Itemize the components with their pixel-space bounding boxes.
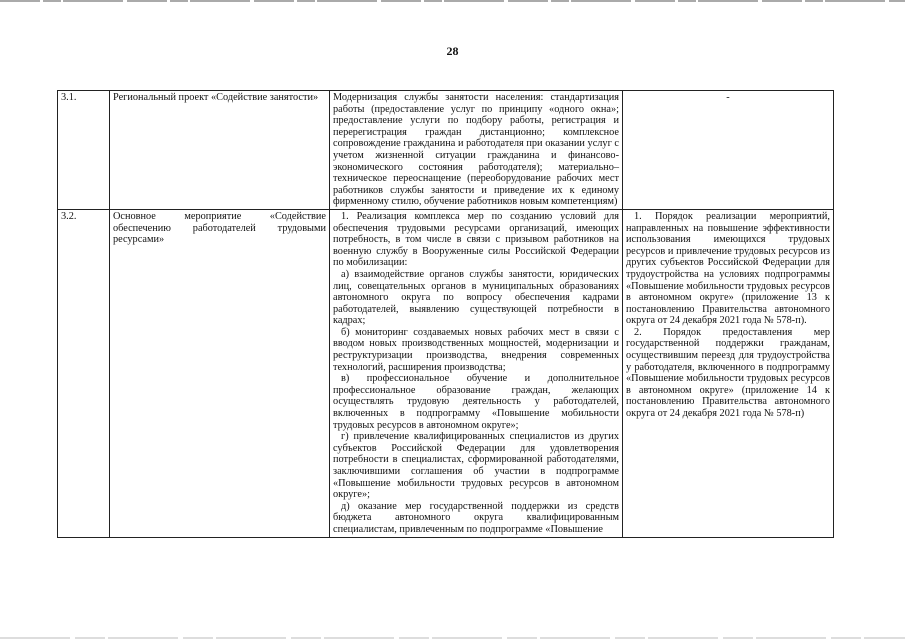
program-measures-table [57,90,834,538]
measure-name: Региональный проект «Содействие занятости» [110,91,330,210]
doc-paragraph: 1. Порядок реализации мероприятий, направленных на повышение эффективности использования имеющихся трудовых ресурсов и привлечение трудовых ресурсов из других субъектов Российской Федерации для трудоустройства на условиях подпрограммы «Повышение мобильности трудовых ресурсов в автономном округе» (приложение 13 к постановлению Правительства автономного округа от 24 декабря 2021 года № 578-п). [626,210,830,327]
normative-documents [623,209,834,537]
row-number: 3.1. [58,91,110,210]
measure-description: Модернизация службы занятости населения: стандартизация работы (предоставление услуг по принципу «одного окна»; предоставление услуги по подбору работы, регистрация и перерегистрация граждан дистанционно; комплексное сопровождение гражданина и работодателя при оказании услуг с учетом жизненной ситуации гражданина и финансово-экономического состояния работодателя); материально–техническое переоснащение (переоборудование рабочих мест работников службы занятости и приведение их к единому фирменному стилю, обучение работников новым компетенциям) [330,91,623,210]
desc-paragraph: д) оказание мер государственной поддержки из средств бюджета автономного округа квалифицированным специалистам, привлеченным по подпрограмме «Повышение [333,500,619,535]
desc-paragraph: г) привлечение квалифицированных специалистов из других субъектов Российской Федерации для удовлетворения потребности в специалистах, сформированной работодателями, заключившими соглашения об участии в подпрограмме «Повышение мобильности трудовых ресурсов в автономном округе»; [333,431,619,501]
desc-paragraph: б) мониторинг создаваемых новых рабочих мест в связи с вводом новых производственных мощностей, модернизации и реструктуризации производства, внедрения современных технологий, расширения производства; [333,326,619,373]
table-row [58,91,834,210]
desc-paragraph: а) взаимодействие органов службы занятости, юридических лиц, совещательных органов в муниципальных образованиях автономного округа по вопросу обеспечения кадрами работодателей, выявлению существующей потребности в кадрах; [333,268,619,327]
doc-paragraph: 2. Порядок предоставления мер государственной поддержки гражданам, осуществившим переезд для трудоустройства у работодателя, включенного в подпрограмму «Повышение мобильности трудовых ресурсов в автономном округе» (приложение 14 к постановлению Правительства автономного округа от 24 декабря 2021 года № 578-п) [626,326,830,420]
row-number: 3.2. [58,209,110,537]
measure-description [330,209,623,537]
scan-bottom-edge [0,635,905,640]
measure-name: Основное мероприятие «Содействие обеспечению работодателей трудовыми ресурсами» [110,209,330,537]
scan-top-edge [0,0,905,6]
normative-docs-empty: - [623,91,834,210]
desc-paragraph: в) профессиональное обучение и дополнительное профессиональное образование граждан, желающих осуществлять трудовую деятельность у работодателей, включенных в подпрограмму «Повышение мобильности трудовых ресурсов в автономном округе»; [333,373,619,431]
desc-paragraph: 1. Реализация комплекса мер по созданию условий для обеспечения трудовыми ресурсами организаций, имеющих потребность, в том числе в связи с призывом работников на военную службу в Вооруженные силы Российской Федерации по мобилизации: [333,210,619,269]
table-row [58,209,834,537]
page-number: 28 [446,44,459,58]
